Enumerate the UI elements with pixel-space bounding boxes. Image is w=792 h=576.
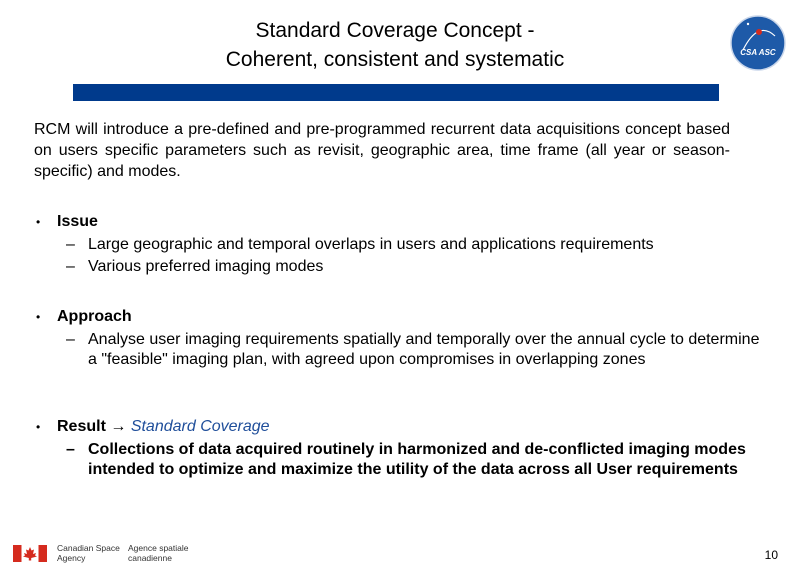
bullet-issue: [36, 211, 771, 277]
agency-name-fr: Agence spatiale canadienne: [128, 543, 189, 563]
arrow-icon: →: [110, 418, 127, 435]
csa-logo-icon: [729, 14, 787, 72]
agency-name-en: Canadian Space Agency: [57, 543, 120, 563]
bullet-head: Result: [57, 418, 106, 435]
title-line-2: Coherent, consistent and systematic: [225, 48, 565, 71]
bullet-dot: •: [36, 310, 41, 324]
bullet-dot: •: [36, 215, 41, 229]
sub-item: – Collections of data acquired routinely in harmonized and de-conflicted imaging modes intended to optimize and maximize the utility of the data across all User requirements: [66, 441, 746, 478]
sub-item: – Large geographic and temporal overlaps in users and applications requirements: [66, 236, 654, 253]
bullet-head: Approach: [57, 308, 132, 325]
bullet-head: Issue: [57, 213, 98, 230]
page-number: 10: [764, 548, 778, 562]
title-line-1: Standard Coverage Concept -: [255, 19, 535, 42]
bullet-result: [36, 416, 771, 480]
sub-item: – Analyse user imaging requirements spatially and temporally over the annual cycle to determine a "feasible" imaging plan, with agreed upon compromises in overlapping zones: [66, 331, 760, 368]
standard-coverage-emphasis: Standard Coverage: [130, 418, 270, 435]
title-divider-bar: [73, 84, 719, 101]
logo-text: CSA ASC: [740, 48, 776, 57]
intro-paragraph: RCM will introduce a pre-defined and pre-programmed recurrent data acquisitions concept based on users specific parameters such as revisit, geographic area, time frame (all year or season-specific) and modes.: [34, 121, 730, 180]
canada-flag-icon: [13, 545, 47, 562]
bullet-dot: •: [36, 420, 41, 434]
bullet-approach: [36, 306, 771, 370]
sub-item: – Various preferred imaging modes: [66, 258, 324, 275]
slide-title: [170, 16, 620, 74]
